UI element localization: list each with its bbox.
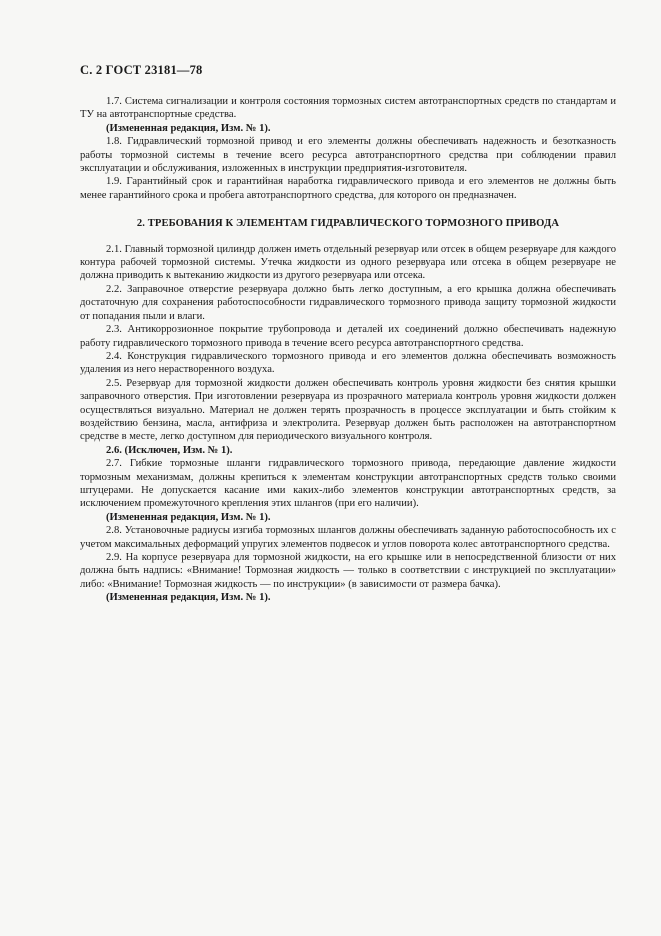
paragraph-1-9: 1.9. Гарантийный срок и гарантийная наработка гидравлического привода и его элементов не должны быть менее гарантийного срока и пробега автотранспортного средства, для которого он предназначен. — [80, 176, 616, 201]
amendment-note: (Измененная редакция, Изм. № 1). — [106, 511, 271, 523]
paragraph-1-8: 1.8. Гидравлический тормозной привод и его элементы должны обеспечивать надежность и безотказность работы тормозной системы в течение всего ресурса автотранспортного средства при соблюдении правил эксплуатации и обслуживания, изложенных в инструкции предприятия-изготовителя. — [80, 136, 616, 175]
paragraph-2-3: 2.3. Антикоррозионное покрытие трубопровода и деталей их соединений должно обеспечивать надежную работу гидравлического тормозного привода в течение всего ресурса автотранспортного средства. — [80, 324, 616, 349]
paragraphs-top — [80, 95, 616, 202]
section-title: 2. ТРЕБОВАНИЯ К ЭЛЕМЕНТАМ ГИДРАВЛИЧЕСКОГО ТОРМОЗНОГО ПРИВОДА — [136, 218, 560, 230]
paragraph-2-1: 2.1. Главный тормозной цилиндр должен иметь отдельный резервуар или отсек в общем резервуаре для каждого контура рабочей тормозной системы. Утечка жидкости из одного резервуара или отсека в общем резервуаре не должна приводить к вытеканию жидкости из другого резервуара или отсека. — [80, 243, 616, 282]
paragraph-2-7: 2.7. Гибкие тормозные шланги гидравлического тормозного привода, передающие давление жидкости тормозным механизмам, должны крепиться к элементам конструкции автотранспортных средств только своими штуцерами. Не допускается касание ими каких-либо элементов конструкции автотранспортных средств, за исключением промежуточного крепления этих шлангов (при его наличии). — [80, 458, 616, 510]
paragraph-1-7: 1.7. Система сигнализации и контроля состояния тормозных систем автотранспортных средств по стандартам и ТУ на автотранспортные средства. — [80, 96, 616, 121]
paragraphs-bottom — [80, 243, 616, 605]
paragraph-2-5: 2.5. Резервуар для тормозной жидкости должен обеспечивать контроль уровня жидкости без снятия крышки заправочного отверстия. При изготовлении резервуара из прозрачного материала контроль уровня жидкости должен осуществляться визуально. Материал не должен терять прозрачность в процессе эксплуатации и быть стойким к воздействию бензина, масла, антифриза и электролита. Резервуар должен быть расположен на автотранспортном средстве в месте, легко доступном для периодического визуального контроля. — [80, 377, 616, 443]
paragraph-2-2: 2.2. Заправочное отверстие резервуара должно быть легко доступным, а его крышка должна обеспечивать достаточную для сохранения работоспособности гидравлического тормозного привода защиту тормозной жидкости от попадания пыли и влаги. — [80, 283, 616, 322]
page-header: С. 2 ГОСТ 23181—78 — [80, 63, 203, 77]
paragraph-2-6: 2.6. (Исключен, Изм. № 1). — [106, 444, 233, 456]
paragraph-2-8: 2.8. Установочные радиусы изгиба тормозных шлангов должны обеспечивать заданную работоспособность их с учетом максимальных деформаций упругих элементов подвесок и углов поворота колес автотранспортного средства. — [80, 525, 616, 550]
paragraph-2-4: 2.4. Конструкция гидравлического тормозного привода и его элементов должна обеспечивать возможность удаления из него нерастворенного воздуха. — [80, 350, 616, 376]
amendment-note: (Измененная редакция, Изм. № 1). — [106, 592, 271, 604]
amendment-note: (Измененная редакция, Изм. № 1). — [106, 122, 271, 134]
document-body — [80, 95, 616, 605]
paragraph-2-9: 2.9. На корпусе резервуара для тормозной жидкости, на его крышке или в непосредственной близости от них должна быть надпись: «Внимание! Тормозная жидкость — только в соответствии с инструкцией по эксплуатации» либо: «Внимание! Тормозная жидкость — по инструкции» (в зависимости от размера бачка). — [80, 552, 616, 590]
